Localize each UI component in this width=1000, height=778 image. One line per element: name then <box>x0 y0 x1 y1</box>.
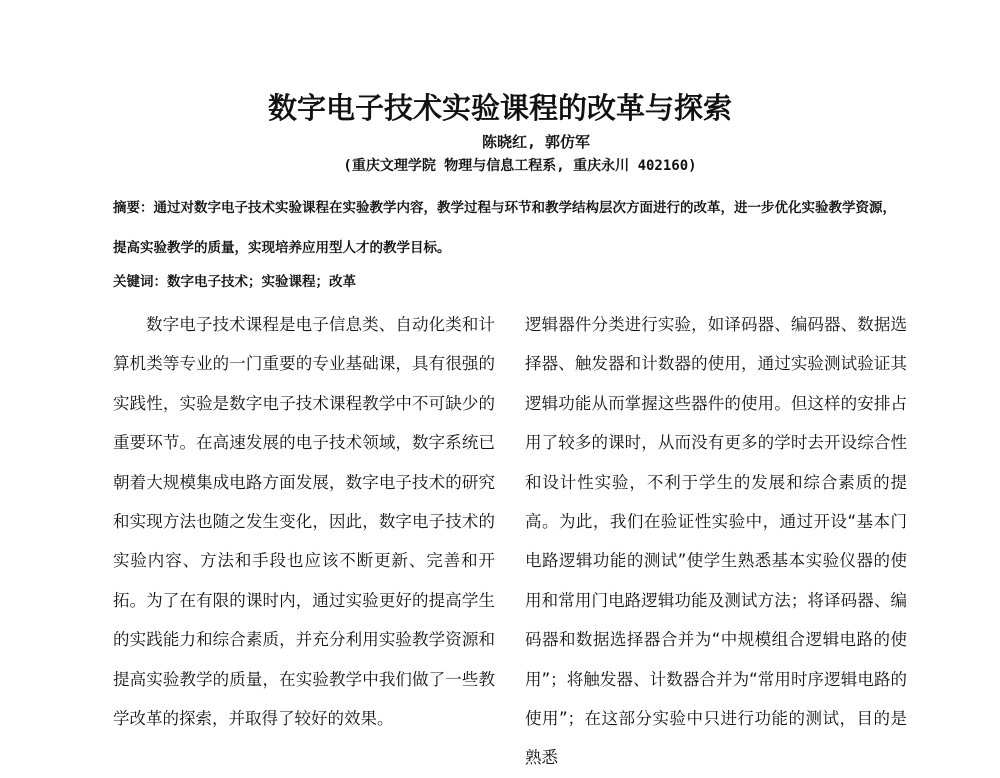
body-column-left: 数字电子技术课程是电子信息类、自动化类和计算机类等专业的一门重要的专业基础课，具有很强的实践性，实验是数字电子技术课程教学中不可缺少的重要环节。在高速发展的电子技术领域，数字系统已朝着大规模集成电路方面发展，数字电子技术的研究和实现方法也随之发生变化，因此，数字电子技术的实验内容、方法和手段也应该不断更新、完善和开拓。为了在有限的课时内，通过实验更好的提高学生的实践能力和综合素质，并充分利用实验教学资源和提高实验教学的质量，在实验教学中我们做了一些教学改革的探索，并取得了较好的效果。 <box>113 315 495 729</box>
paper-keywords: 关键词：数字电子技术；实验课程；改革 <box>113 274 356 290</box>
paper-authors: 陈晓红, 郭仿军 <box>481 133 591 151</box>
paper-title: 数字电子技术实验课程的改革与探索 <box>267 91 732 125</box>
body-column-right: 逻辑器件分类进行实验，如译码器、编码器、数据选择器、触发器和计数器的使用，通过实验测试验证其逻辑功能从而掌握这些器件的使用。但这样的安排占用了较多的课时，从而没有更多的学时去开设综合性和设计性实验，不利于学生的发展和综合素质的提高。为此，我们在验证性实验中，通过开设“基本门电路逻辑功能的测试”使学生熟悉基本实验仪器的使用和常用门电路逻辑功能及测试方法；将译码器、编码器和数据选择器合并为“中规模组合逻辑电路的使用”；将触发器、计数器合并为“常用时序逻辑电路的使用”；在这部分实验中只进行功能的测试，目的是熟悉 <box>525 315 907 768</box>
paper-affiliation: (重庆文理学院 物理与信息工程系, 重庆永川 402160) <box>343 158 697 174</box>
paper-abstract: 摘要：通过对数字电子技术实验课程在实验教学内容，教学过程与环节和教学结构层次方面进行的改革，进一步优化实验教学资源，提高实验教学的质量，实现培养应用型人才的教学目标。 <box>113 200 896 256</box>
